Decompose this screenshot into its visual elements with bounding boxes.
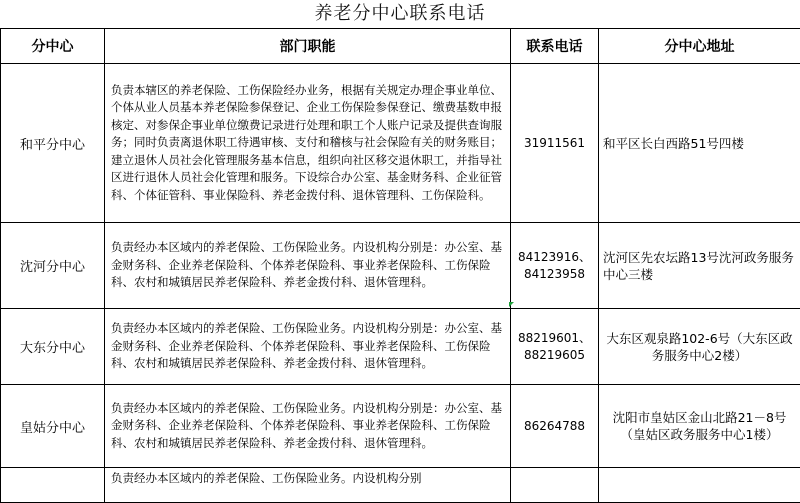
phone-cell: 86264788 bbox=[511, 385, 599, 468]
address-cell: 大东区观泉路102-6号（大东区政务服务中心2楼） bbox=[599, 309, 800, 385]
address-cell bbox=[599, 468, 800, 503]
table-row bbox=[1, 309, 800, 385]
cell-comment-marker bbox=[509, 302, 514, 307]
duties-cell: 负责经办本区域内的养老保险、工伤保险业务。内设机构分别是：办公室、基金财务科、企业养老保险科、个体养老保险科、事业养老保险科、工伤保险科、农村和城镇居民养老保险科、养老金拨付科、退休管理科。 bbox=[105, 223, 511, 309]
address-cell: 沈河区先农坛路13号沈河政务服务中心三楼 bbox=[599, 223, 800, 309]
branch-name-cell: 沈河分中心 bbox=[1, 223, 105, 309]
duties-cell: 负责经办本区域内的养老保险、工伤保险业务。内设机构分别是：办公室、基金财务科、企业养老保险科、个体养老保险科、事业养老保险科、工伤保险科、农村和城镇居民养老保险科、养老金拨付科、退休管理科。 bbox=[105, 309, 511, 385]
header-address: 分中心地址 bbox=[599, 29, 800, 64]
duties-cell: 负责经办本区域内的养老保险、工伤保险业务。内设机构分别是：办公室、基金财务科、企业养老保险科、个体养老保险科、事业养老保险科、工伤保险科、农村和城镇居民养老保险科、养老金拨付科、退休管理科。 bbox=[105, 385, 511, 468]
table-row bbox=[1, 64, 800, 223]
address-cell: 沈阳市皇姑区金山北路21－8号（皇姑区政务服务中心1楼） bbox=[599, 385, 800, 468]
address-cell: 和平区长白西路51号四楼 bbox=[599, 64, 800, 223]
phone-cell: 88219601、88219605 bbox=[511, 309, 599, 385]
branch-name-cell: 皇姑分中心 bbox=[1, 385, 105, 468]
header-branch: 分中心 bbox=[1, 29, 105, 64]
table-row bbox=[1, 468, 800, 503]
phone-cell: 84123916、84123958 bbox=[511, 223, 599, 309]
table-row bbox=[1, 223, 800, 309]
duties-cell: 负责本辖区的养老保险、工伤保险经办业务，根据有关规定办理企事业单位、个体从业人员基本养老保险参保登记、企业工伤保险参保登记、缴费基数申报核定、对参保企事业单位缴费记录进行处理和职工个人账户记录及提供查询服务；同时负责离退休职工待遇审核、支付和稽核与社会保险有关的财务账目；建立退休人员社会化管理服务基本信息，组织向社区移交退休职工，并指导社区进行退休人员社会化管理和服务。下设综合办公室、基金财务科、企业征管科、个体征管科、事业保险科、养老金拨付科、退休管理科、工伤保险科。 bbox=[105, 64, 511, 223]
phone-cell bbox=[511, 468, 599, 503]
contact-table bbox=[0, 28, 800, 503]
table-row bbox=[1, 385, 800, 468]
branch-name-cell: 大东分中心 bbox=[1, 309, 105, 385]
header-row bbox=[1, 29, 800, 64]
branch-name-cell: 和平分中心 bbox=[1, 64, 105, 223]
phone-cell: 31911561 bbox=[511, 64, 599, 223]
header-duties: 部门职能 bbox=[105, 29, 511, 64]
header-phone: 联系电话 bbox=[511, 29, 599, 64]
duties-cell: 负责经办本区域内的养老保险、工伤保险业务。内设机构分别 bbox=[105, 468, 511, 503]
branch-name-cell bbox=[1, 468, 105, 503]
page-title: 养老分中心联系电话 bbox=[0, 0, 800, 28]
